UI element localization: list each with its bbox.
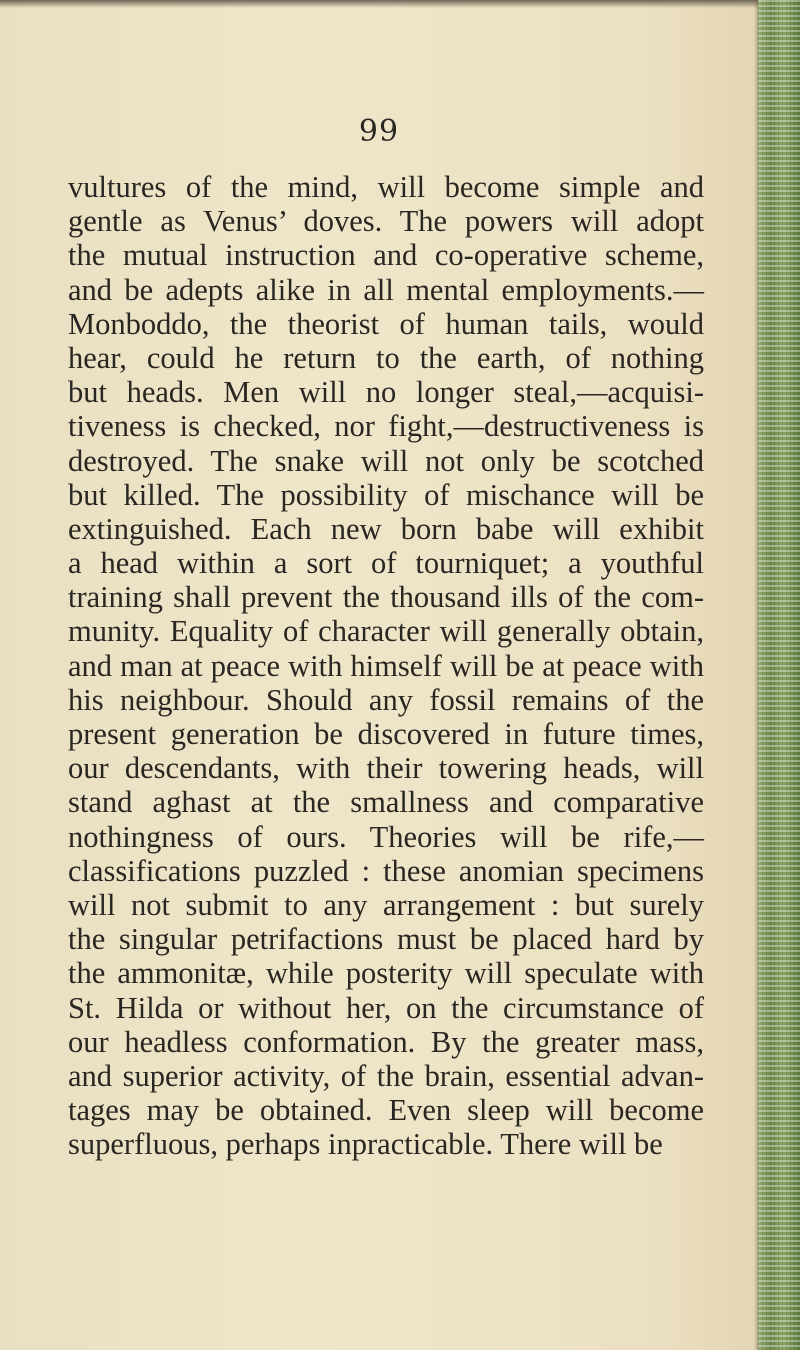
text-line: the singular petrifactions must be placed hard by — [68, 922, 704, 957]
text-line: vultures of the mind, will become simple and — [68, 170, 704, 204]
text-line: nothingness of ours. Theories will be rife,— — [68, 819, 704, 854]
text-line: tiveness is checked, nor fight,—destructiveness is — [68, 409, 704, 444]
text-line: Monboddo, the theorist of human tails, would — [68, 306, 704, 341]
text-line: and superior activity, of the brain, essential advan- — [68, 1058, 704, 1093]
text-line: stand aghast at the smallness and comparative — [68, 785, 704, 820]
text-line: a head within a sort of tourniquet; a youthful — [68, 546, 704, 581]
text-line: St. Hilda or without her, on the circumstance of — [68, 990, 704, 1025]
text-line: our headless conformation. By the greater mass, — [68, 1024, 704, 1059]
text-line: classifications puzzled : these anomian specimens — [68, 853, 704, 888]
text-line: gentle as Venus’ doves. The powers will adopt — [68, 204, 704, 239]
text-line: training shall prevent the thousand ills of the com- — [68, 580, 704, 615]
book-spine — [758, 0, 800, 1350]
text-line: present generation be discovered in future times, — [68, 717, 704, 751]
text-line: munity. Equality of character will generally obtain, — [68, 614, 704, 649]
text-line: but killed. The possibility of mischance will be — [68, 477, 704, 512]
text-line: his neighbour. Should any fossil remains of the — [68, 682, 704, 717]
text-line: extinguished. Each new born babe will exhibit — [68, 511, 704, 546]
text-line: and man at peace with himself will be at peace with — [68, 648, 704, 683]
text-line: will not submit to any arrangement : but surely — [68, 887, 704, 922]
text-line: our descendants, with their towering heads, will — [68, 751, 704, 786]
text-line: and be adepts alike in all mental employments.— — [68, 272, 704, 307]
text-line: but heads. Men will no longer steal,—acquisi- — [68, 375, 704, 410]
text-line: the mutual instruction and co-operative scheme, — [68, 238, 704, 273]
text-line: the ammonitæ, while posterity will speculate with — [68, 956, 704, 991]
text-line: superfluous, perhaps inpracticable. There will be — [68, 1127, 663, 1162]
page-body-text — [68, 170, 704, 1161]
page-top-shadow — [0, 0, 758, 8]
page-number: 99 — [358, 114, 400, 149]
text-line: tages may be obtained. Even sleep will become — [68, 1093, 704, 1128]
text-line: hear, could he return to the earth, of nothing — [68, 340, 704, 375]
text-line: destroyed. The snake will not only be scotched — [68, 443, 704, 478]
